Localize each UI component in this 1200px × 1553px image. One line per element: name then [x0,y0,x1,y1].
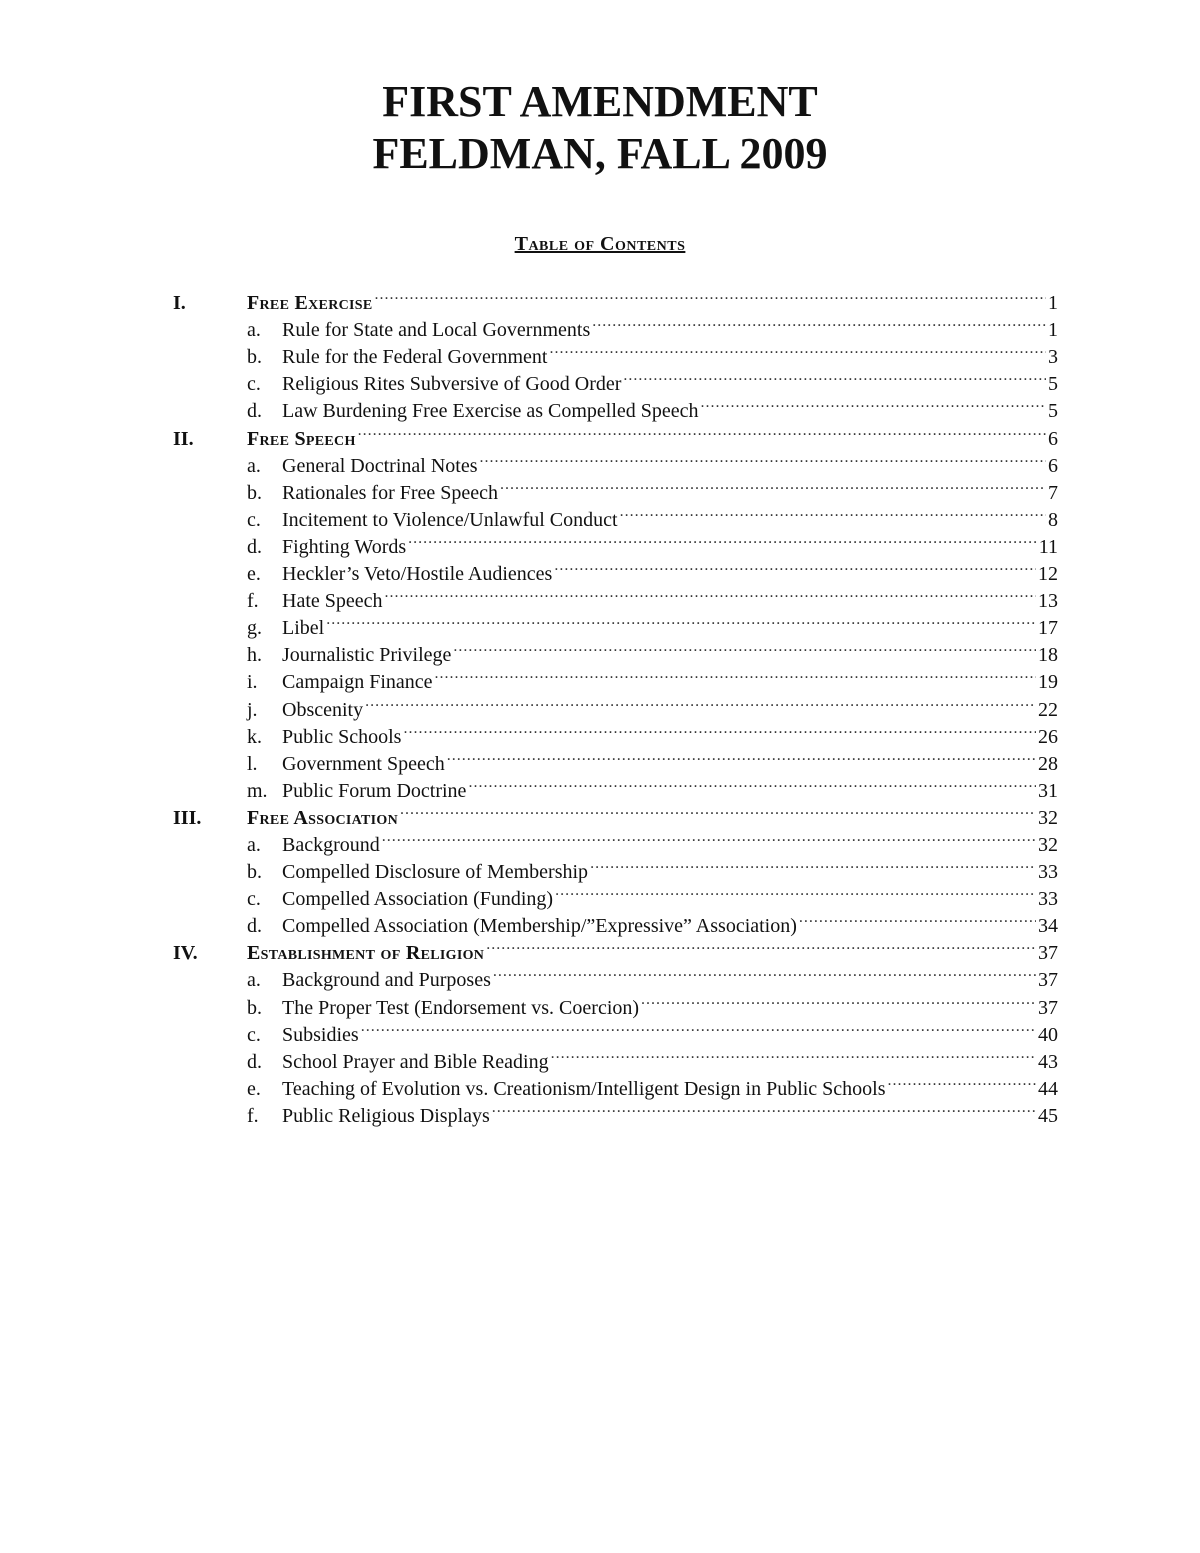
toc-section-number: II. [173,427,194,450]
toc-entry-label: Free Speech [247,427,356,450]
toc-entry-label: Background and Purposes [282,969,491,992]
dot-leader [365,688,1036,715]
toc-page-number: 37 [1038,996,1058,1019]
toc-page-number: 37 [1038,942,1058,965]
toc-entry-label: Rule for the Federal Government [282,346,548,369]
toc-subsection-letter: h. [247,644,262,667]
toc-entry-label: Establishment of Religion [247,942,485,965]
toc-entry-label: Public Forum Doctrine [282,779,467,802]
dot-leader [888,1068,1036,1095]
toc-page-number: 1 [1048,292,1058,315]
toc-subsection-letter: m. [247,779,268,802]
dot-leader [358,417,1046,444]
toc-entry-label: Obscenity [282,698,364,721]
dot-leader [468,770,1036,797]
toc-subsection-letter: b. [247,861,262,884]
table-of-contents [173,282,1058,1127]
toc-page-number: 37 [1038,969,1058,992]
toc-page-number: 12 [1038,563,1058,586]
toc-page-number: 43 [1038,1050,1058,1073]
toc-page-number: 22 [1038,698,1058,721]
dot-leader [620,499,1046,526]
dot-leader [435,661,1036,688]
toc-page-number: 32 [1038,806,1058,829]
toc-section-number: IV. [173,942,198,965]
dot-leader [486,932,1036,959]
toc-section-number: III. [173,806,202,829]
toc-page-number: 31 [1038,779,1058,802]
toc-entry-label: Free Association [247,806,399,829]
toc-page-number: 1 [1048,319,1058,342]
toc-entry-label: Teaching of Evolution vs. Creationism/Intelligent Design in Public Schools [282,1077,886,1100]
toc-subsection-letter: b. [247,346,262,369]
toc-entry-label: General Doctrinal Notes [282,454,478,477]
dot-leader [549,336,1046,363]
toc-page-number: 19 [1038,671,1058,694]
toc-entry-label: The Proper Test (Endorsement vs. Coercion) [282,996,640,1019]
toc-page-number: 33 [1038,888,1058,911]
toc-entry-label: Rationales for Free Speech [282,481,499,504]
dot-leader [408,526,1037,553]
toc-entry-label: Public Schools [282,725,402,748]
toc-entry-label: Compelled Disclosure of Membership [282,861,589,884]
dot-leader [551,1041,1036,1068]
toc-subsection-letter: a. [247,969,261,992]
toc-subsection-letter: d. [247,915,262,938]
dot-leader [701,390,1046,417]
toc-entry-label: Rule for State and Local Governments [282,319,591,342]
dot-leader [592,309,1046,336]
toc-entry-label: Libel [282,617,325,640]
dot-leader [500,472,1046,499]
toc-subsection-letter: l. [247,752,258,775]
toc-subsection-letter: c. [247,373,261,396]
toc-subsection-letter: f. [247,590,259,613]
document-title-line-1: FIRST AMENDMENT [382,77,818,126]
toc-page-number: 40 [1038,1023,1058,1046]
toc-subsection-letter: e. [247,563,261,586]
toc-entry-label: Free Exercise [247,292,373,315]
dot-leader [361,1014,1036,1041]
dot-leader [799,905,1036,932]
toc-entry-label: Subsidies [282,1023,359,1046]
dot-leader [447,743,1036,770]
toc-entry-label: School Prayer and Bible Reading [282,1050,549,1073]
toc-subsection-letter: c. [247,888,261,911]
toc-page-number: 3 [1048,346,1058,369]
dot-leader [382,824,1036,851]
toc-subsection-letter: i. [247,671,258,694]
toc-subsection-letter: f. [247,1104,259,1127]
dot-leader [623,363,1046,390]
dot-leader [403,716,1036,743]
toc-subsection-letter: b. [247,996,262,1019]
toc-entry-label: Compelled Association (Membership/”Expressive” Association) [282,915,797,938]
toc-section-entry[interactable] [173,282,1058,315]
toc-entry-label: Compelled Association (Funding) [282,888,554,911]
toc-entry-label: Hate Speech [282,590,383,613]
toc-subsection-letter: k. [247,725,262,748]
toc-entry-label: Government Speech [282,752,445,775]
toc-subsection-letter: c. [247,508,261,531]
toc-subsection-letter: d. [247,535,262,558]
dot-leader [641,986,1036,1013]
dot-leader [493,959,1036,986]
dot-leader [326,607,1036,634]
toc-entry-label: Fighting Words [282,535,407,558]
toc-entry-label: Law Burdening Free Exercise as Compelled Speech [282,400,699,423]
toc-section-number: I. [173,292,186,315]
toc-subsection-letter: d. [247,400,262,423]
toc-page-number: 5 [1048,373,1058,396]
toc-page-number: 28 [1038,752,1058,775]
toc-page-number: 5 [1048,400,1058,423]
toc-page-number: 6 [1048,427,1058,450]
toc-entry-label: Background [282,833,380,856]
toc-entry-label: Journalistic Privilege [282,644,452,667]
toc-page-number: 34 [1038,915,1058,938]
dot-leader [492,1095,1036,1122]
dot-leader [554,553,1036,580]
dot-leader [590,851,1036,878]
toc-subsection-letter: a. [247,833,261,856]
toc-page-number: 11 [1038,535,1058,558]
dot-leader [374,282,1046,309]
toc-page-number: 26 [1038,725,1058,748]
document-title-line-2: FELDMAN, FALL 2009 [372,129,828,178]
toc-subsection-letter: j. [247,698,258,721]
dot-leader [479,445,1046,472]
toc-page-number: 33 [1038,861,1058,884]
toc-entry-label: Campaign Finance [282,671,433,694]
toc-page-number: 13 [1038,590,1058,613]
toc-entry-label: Heckler’s Veto/Hostile Audiences [282,563,553,586]
toc-page-number: 6 [1048,454,1058,477]
toc-subsection-letter: c. [247,1023,261,1046]
toc-heading: Table of Contents [514,233,686,255]
toc-page-number: 7 [1048,481,1058,504]
toc-page-number: 18 [1038,644,1058,667]
dot-leader [555,878,1036,905]
toc-subsection-letter: a. [247,319,261,342]
toc-entry-label: Public Religious Displays [282,1104,490,1127]
toc-page-number: 8 [1048,508,1058,531]
dot-leader [400,797,1036,824]
toc-page-number: 32 [1038,833,1058,856]
toc-subsection-letter: g. [247,617,262,640]
toc-entry-label: Religious Rites Subversive of Good Order [282,373,622,396]
toc-subsection-letter: e. [247,1077,261,1100]
toc-page-number: 45 [1038,1104,1058,1127]
dot-leader [453,634,1036,661]
toc-entry-label: Incitement to Violence/Unlawful Conduct [282,508,618,531]
toc-page-number: 44 [1038,1077,1058,1100]
toc-subsection-letter: d. [247,1050,262,1073]
toc-page-number: 17 [1038,617,1058,640]
toc-subsection-letter: b. [247,481,262,504]
toc-subsection-letter: a. [247,454,261,477]
dot-leader [385,580,1036,607]
